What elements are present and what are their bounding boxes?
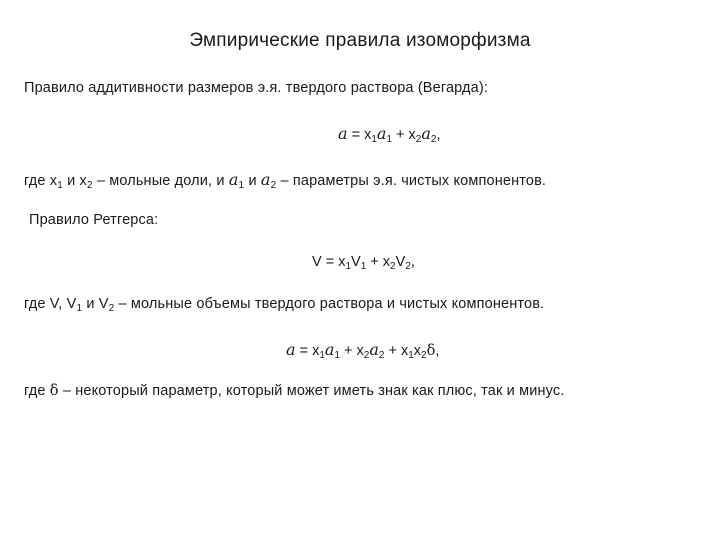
formula-text: , — [435, 343, 440, 359]
subscript: 1 — [76, 303, 83, 314]
delta-symbol: δ — [49, 383, 59, 399]
subscript: 2 — [270, 180, 277, 191]
retgers-explanation — [24, 296, 544, 314]
formula-subscript: 1 — [371, 134, 377, 145]
page-title: Эмпирические правила изоморфизма — [189, 30, 531, 51]
formula-text: + — [392, 127, 409, 143]
text: – некоторый параметр, который может иметь знак как плюс, так и минус. — [58, 383, 565, 399]
formula-text: V = x — [312, 254, 346, 270]
formula-subscript: 1 — [334, 350, 340, 361]
formula-text: = — [347, 127, 365, 143]
subscript: 2 — [86, 180, 93, 191]
text: и x — [62, 173, 87, 189]
formula-text: x — [364, 127, 372, 143]
vegard-formula — [338, 124, 440, 145]
formula-text: + x — [366, 254, 391, 270]
formula-text: V — [395, 254, 406, 270]
text: где x — [24, 173, 58, 189]
formula-symbol: a — [338, 124, 348, 143]
formula-symbol: a — [286, 340, 296, 359]
formula-subscript: 1 — [386, 134, 392, 145]
retgers-formula — [312, 254, 415, 272]
formula-subscript: 2 — [378, 350, 385, 361]
formula-subscript: 1 — [408, 350, 414, 361]
formula-text: = x — [295, 343, 320, 359]
deviation-formula — [286, 340, 439, 361]
formula-symbol: a — [324, 340, 335, 359]
formula-text: V — [351, 254, 361, 270]
formula-subscript: 1 — [345, 261, 352, 272]
delta-symbol: δ — [426, 343, 436, 359]
formula-subscript: 2 — [363, 350, 370, 361]
formula-symbol: a — [376, 124, 387, 143]
text: где — [24, 383, 50, 399]
text: и V — [82, 296, 109, 312]
formula-symbol: a — [369, 340, 379, 359]
vegard-explanation — [24, 170, 546, 191]
formula-symbol: a — [260, 170, 271, 189]
text: – мольные доли, и — [92, 173, 229, 189]
formula-text: , — [410, 254, 415, 270]
vegard-rule-heading: Правило аддитивности размеров э.я. твердого раствора (Вегарда): — [24, 80, 489, 96]
formula-subscript: 1 — [360, 261, 367, 272]
formula-text: , — [436, 127, 441, 143]
deviation-explanation — [24, 383, 564, 399]
formula-subscript: 1 — [319, 350, 325, 361]
formula-subscript: 2 — [421, 350, 427, 361]
formula-text: + x — [340, 343, 364, 359]
formula-symbol: a — [228, 170, 239, 189]
formula-subscript: 2 — [430, 134, 437, 145]
formula-symbol: a — [421, 124, 431, 143]
subscript: 1 — [57, 180, 63, 191]
text: – параметры э.я. чистых компонентов. — [276, 173, 547, 189]
text: где V, V — [24, 296, 77, 312]
formula-text: x — [413, 343, 422, 359]
formula-subscript: 2 — [415, 134, 422, 145]
text: и — [244, 173, 261, 189]
formula-subscript: 2 — [405, 261, 411, 272]
subscript: 1 — [238, 180, 245, 191]
subscript: 2 — [108, 303, 115, 314]
formula-text: x — [408, 127, 416, 143]
text: – мольные объемы твердого раствора и чистых компонентов. — [114, 296, 545, 312]
formula-subscript: 2 — [390, 261, 396, 272]
retgers-rule-heading: Правило Ретгерса: — [29, 212, 159, 228]
formula-text: + x — [384, 343, 409, 359]
